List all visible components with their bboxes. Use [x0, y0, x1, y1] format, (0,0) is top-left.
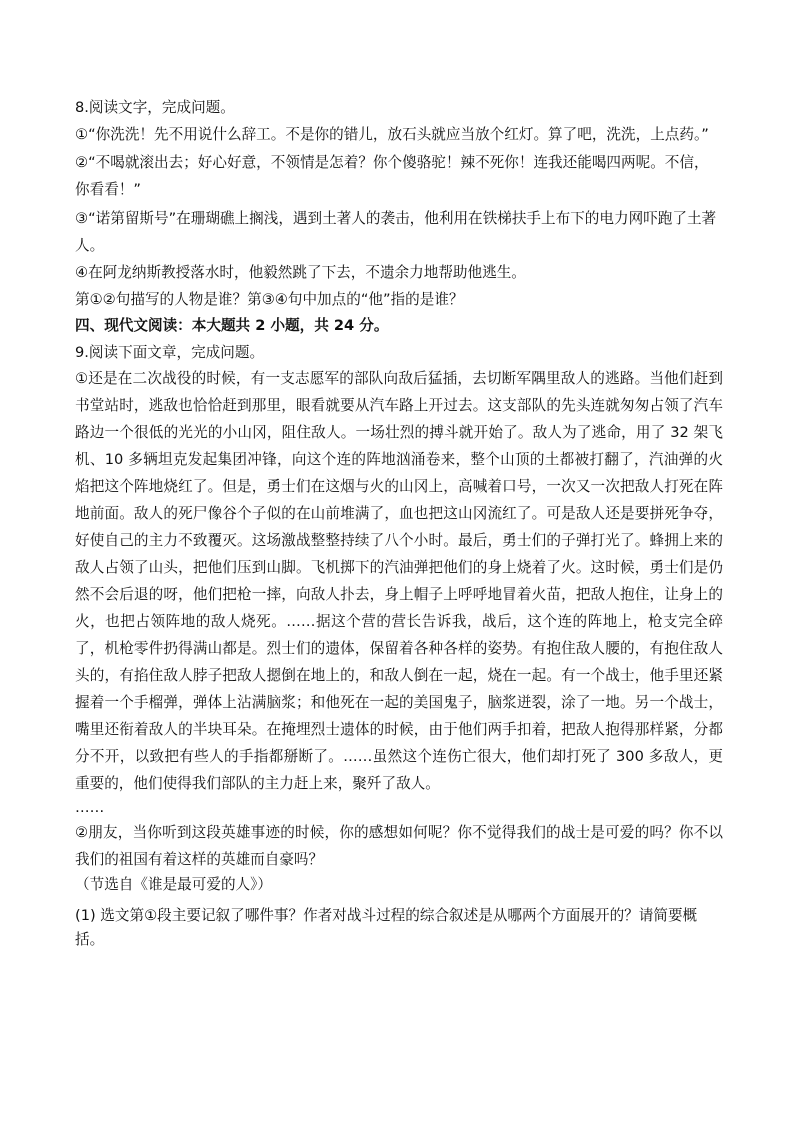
document-page: [75, 96, 723, 953]
question-8-item-4: ④在阿龙纳斯教授落水时，他毅然跳了下去，不遗余力地帮助他逃生。: [75, 264, 526, 281]
question-8-prompt: 第①②句描写的人物是谁？第③④句中加点的“他”指的是谁？: [75, 290, 464, 308]
passage-source: （节选自《谁是最可爱的人》）: [75, 876, 273, 893]
passage-paragraph-1: ①还是在二次战役的时候，有一支志愿军的部队向敌后猛插，去切断军隅里敌人的逃路。当他们赶到书堂站时，逃敌也恰恰赶到那里，眼看就要从汽车路上开过去。这支部队的先头连就匆匆占领了汽车路边一个很低的光光的小山冈，阻住敌人。一场壮烈的搏斗就开始了。敌人为了逃命，用了 32 架飞机、10 多辆坦克发起集团冲锋，向这个连的阵地汹涌卷来，整个山顶的土都被打翻了，汽油弹的火焰把这个阵地烧红了。但是，勇士们在这烟与火的山冈上，高喊着口号，一次又一次把敌人打死在阵地前面。敌人的死尸像谷个子似的在山前堆满了，血也把这山冈流红了。可是敌人还是要拼死争夺，好使自己的主力不致覆灭。这场激战整整持续了八个小时。最后，勇士们的子弹打光了。蜂拥上来的敌人占领了山头，把他们压到山脚。飞机掷下的汽油弹把他们的身上烧着了火。这时候，勇士们是仍然不会后退的呀，他们把枪一摔，向敌人扑去，身上帽子上呼呼地冒着火苗，把敌人抱住，让身上的火，也把占领阵地的敌人烧死。……据这个营的营长告诉我，战后，这个连的阵地上，枪支完全碎了，机枪零件扔得满山都是。烈士们的遗体，保留着各种各样的姿势。有抱住敌人腰的，有抱住敌人头的，有掐住敌人脖子把敌人摁倒在地上的，和敌人倒在一起，烧在一起。有一个战士，他手里还紧握着一个手榴弹，弹体上沾满脑浆；和他死在一起的美国鬼子，脑浆迸裂，涂了一地。另一个战士，嘴里还衔着敌人的半块耳朵。在掩埋烈士遗体的时候，由于他们两手扣着，把敌人抱得那样紧，分都分不开，以致把有些人的手指都掰断了。……虽然这个连伤亡很大，他们却打死了 300 多敌人，更重要的，他们使得我们部队的主力赶上来，聚歼了敌人。: [75, 370, 723, 792]
question-9-title: 9.阅读下面文章，完成问题。: [75, 343, 265, 361]
question-9-subquestion-1: (1) 选文第①段主要记叙了哪件事？作者对战斗过程的综合叙述是从哪两个方面展开的？请简要概括。: [75, 906, 698, 948]
passage-paragraph-2: ②朋友，当你听到这段英雄事迹的时候，你的感想如何呢？你不觉得我们的战士是可爱的吗？你不以我们的祖国有着这样的英雄而自豪吗？: [75, 824, 723, 868]
question-8-item-2: ②“不喝就滚出去；好心好意，不领情是怎着？你个傻骆驼！辣不死你！连我还能喝四两呢。不信，你看看！”: [75, 154, 709, 198]
question-8-item-1: ①“你洗洗！先不用说什么辞工。不是你的错儿，放石头就应当放个红灯。算了吧，洗洗，上点药。”: [75, 125, 709, 143]
question-8-item-3: ③“诺第留斯号”在珊瑚礁上搁浅，遇到土著人的袭击，他利用在铁梯扶手上布下的电力网吓跑了土著人。: [75, 210, 717, 254]
question-8-title: 8.阅读文字，完成问题。: [75, 99, 235, 116]
passage-ellipsis: ……: [75, 799, 105, 816]
section-4-heading: 四、现代文阅读：本大题共 2 小题，共 24 分。: [75, 317, 389, 334]
